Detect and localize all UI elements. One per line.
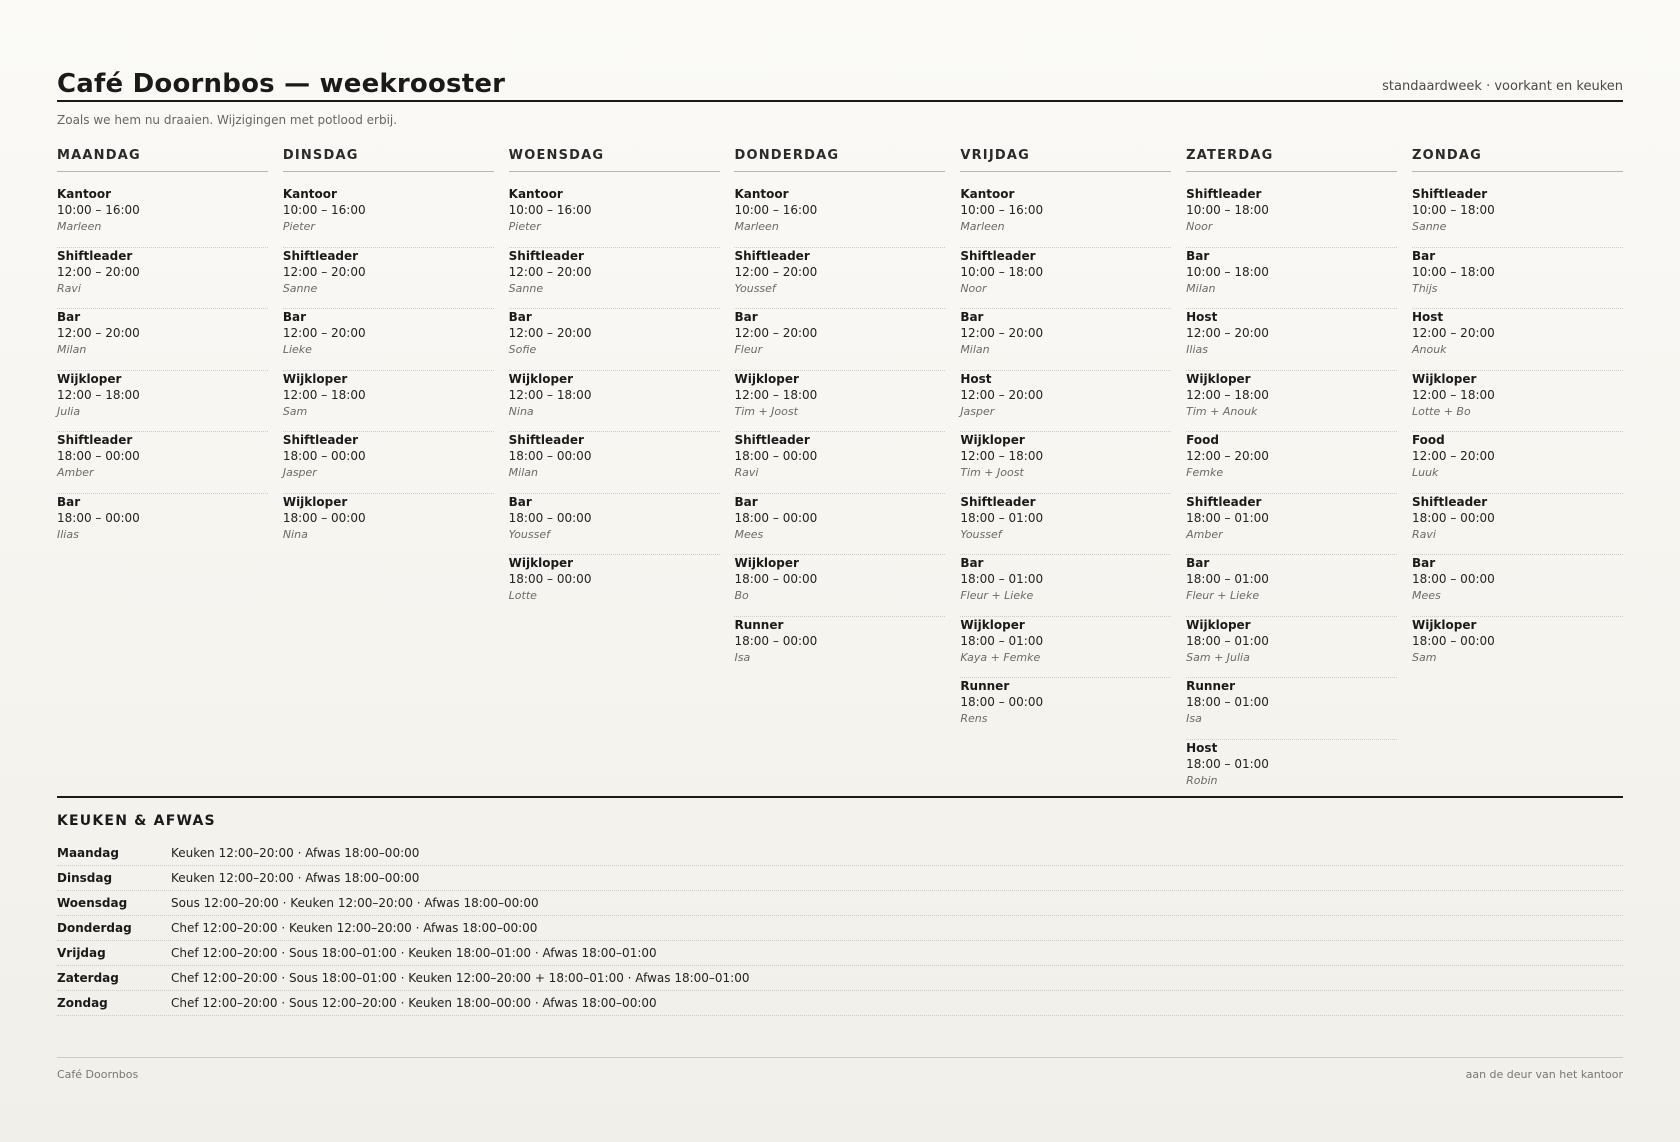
kitchen-row [57,941,1623,966]
shift-time: 12:00 – 20:00 [282,264,366,279]
shift-staff: Ilias [57,527,79,541]
footer-right: aan de deur van het kantoor [1465,1068,1623,1081]
shift-role: Wijkloper [734,371,799,386]
shift-staff: Rens [960,712,988,725]
day-name: ZATERDAG [1186,148,1397,172]
day-column [57,148,268,796]
day-name: ZONDAG [1412,148,1623,172]
shift-entry [734,494,945,556]
shift-entry [1186,617,1397,679]
shift-time: 12:00 – 18:00 [960,449,1044,463]
shift-entry [734,617,945,679]
page-footer [57,1057,1623,1081]
shift-role: Bar [282,310,306,324]
shift-role: Bar [960,556,984,570]
kitchen-shifts: Chef 12:00–20:00 · Sous 18:00–01:00 · Keuken 12:00–20:00 + 18:00–01:00 · Afwas 18:00–01:00 [171,971,750,985]
shift-role: Bar [508,310,532,324]
shift-staff: Mees [734,527,764,541]
shift-time: 10:00 – 16:00 [734,203,818,217]
shift-time: 18:00 – 00:00 [1411,572,1495,586]
shift-time: 18:00 – 00:00 [57,510,140,525]
page-subtitle: Zoals we hem nu draaien. Wijzigingen met potlood erbij. [57,113,398,127]
shift-role: Shiftleader [508,248,584,263]
shift-list [1186,186,1397,801]
kitchen-row [57,991,1623,1016]
shift-role: Bar [508,494,532,509]
shift-role: Host [1411,310,1444,324]
shift-entry [734,186,945,248]
shift-staff: Ilias [1186,343,1208,356]
shift-role: Shiftleader [734,433,810,447]
shift-staff: Lotte + Bo [1411,404,1471,418]
shift-entry [1412,186,1623,248]
shift-time: 18:00 – 01:00 [960,572,1044,586]
shift-time: 12:00 – 20:00 [960,326,1044,340]
shift-time: 18:00 – 01:00 [960,510,1044,525]
day-column [283,148,494,796]
shift-staff: Sanne [508,281,544,295]
shift-staff: Noor [1186,220,1213,233]
shift-staff: Tim + Joost [734,404,798,418]
kitchen-title: KEUKEN & AFWAS [57,813,216,829]
shift-staff: Kaya + Femke [960,650,1041,664]
shift-staff: Robin [1186,773,1218,787]
shift-entry [960,248,1171,310]
shift-time: 12:00 – 18:00 [734,387,818,402]
shift-list [1412,186,1623,678]
shift-role: Wijkloper [508,371,574,386]
shift-role: Runner [1186,679,1236,693]
kitchen-day: Zondag [57,996,108,1010]
shift-role: Shiftleader [1186,494,1262,509]
shift-time: 10:00 – 16:00 [960,203,1044,217]
shift-role: Kantoor [508,187,563,201]
shift-role: Bar [1186,556,1210,570]
shift-entry [57,248,268,310]
shift-role: Wijkloper [57,371,122,386]
day-column [1186,148,1397,796]
shift-role: Bar [734,494,758,509]
shift-entry [57,309,268,371]
shift-time: 12:00 – 18:00 [508,387,592,402]
shift-entry [960,186,1171,248]
shift-time: 12:00 – 20:00 [508,264,592,279]
shift-entry [509,309,720,371]
shift-staff: Noor [960,281,987,295]
day-name: WOENSDAG [509,148,720,172]
shift-time: 18:00 – 00:00 [734,572,818,586]
kitchen-list [57,841,1623,1016]
shift-entry [1186,740,1397,802]
shift-entry [1186,309,1397,371]
shift-entry [1186,186,1397,248]
shift-time: 18:00 – 01:00 [1186,510,1269,525]
kitchen-shifts: Keuken 12:00–20:00 · Afwas 18:00–00:00 [171,846,420,860]
shift-time: 12:00 – 18:00 [57,387,140,402]
shift-entry [734,432,945,494]
shift-entry [1412,555,1623,617]
shift-entry [509,432,720,494]
shift-time: 12:00 – 20:00 [282,326,366,340]
shift-entry [1412,494,1623,556]
shift-entry [57,371,268,433]
shift-role: Wijkloper [960,617,1025,632]
shift-time: 12:00 – 18:00 [1411,387,1495,402]
shift-entry [57,432,268,494]
shift-time: 18:00 – 01:00 [1186,633,1269,648]
shift-time: 10:00 – 18:00 [1186,203,1269,217]
shift-entry [960,678,1171,740]
week-grid [57,148,1623,796]
shift-entry [960,309,1171,371]
shift-list [57,186,268,555]
shift-role: Bar [57,310,81,324]
shift-staff: Milan [508,466,538,479]
header-rule [57,100,1623,102]
shift-list [960,186,1171,740]
shift-time: 10:00 – 18:00 [1186,264,1269,279]
kitchen-day: Vrijdag [57,946,106,960]
shift-entry [960,494,1171,556]
shift-time: 12:00 – 20:00 [960,387,1044,402]
shift-role: Shiftleader [282,248,359,263]
shift-staff: Marleen [57,220,102,233]
shift-role: Bar [57,494,81,509]
shift-staff: Mees [1411,589,1441,602]
shift-time: 18:00 – 01:00 [1186,572,1269,586]
day-name: DONDERDAG [734,148,945,172]
shift-role: Runner [734,617,784,632]
shift-staff: Lieke [282,343,312,356]
shift-time: 18:00 – 00:00 [734,510,818,525]
shift-entry [1186,432,1397,494]
shift-staff: Youssef [960,527,1002,541]
shift-entry [1412,432,1623,494]
kitchen-day: Woensdag [57,896,128,910]
shift-time: 10:00 – 16:00 [57,203,140,217]
shift-role: Shiftleader [960,248,1036,263]
shift-entry [509,494,720,556]
shift-time: 18:00 – 01:00 [1186,756,1269,771]
shift-role: Kantoor [960,187,1015,201]
shift-role: Shiftleader [734,248,810,263]
shift-entry [734,248,945,310]
shift-entry [283,432,494,494]
shift-staff: Fleur + Lieke [960,589,1034,602]
shift-time: 12:00 – 20:00 [57,264,140,279]
shift-time: 12:00 – 18:00 [282,387,366,402]
shift-staff: Youssef [734,281,776,295]
day-name: VRIJDAG [960,148,1171,172]
kitchen-shifts: Chef 12:00–20:00 · Sous 12:00–20:00 · Keuken 18:00–00:00 · Afwas 18:00–00:00 [171,996,657,1010]
shift-role: Shiftleader [1411,494,1488,509]
shift-time: 18:00 – 01:00 [1186,695,1269,709]
shift-entry [1186,248,1397,310]
shift-staff: Tim + Joost [960,466,1024,479]
shift-entry [960,617,1171,679]
shift-staff: Ravi [734,466,759,479]
shift-role: Kantoor [57,187,112,201]
shift-list [283,186,494,555]
shift-entry [283,494,494,556]
shift-time: 10:00 – 16:00 [508,203,592,217]
shift-role: Food [1186,433,1219,447]
shift-role: Host [1186,310,1218,324]
shift-entry [1186,371,1397,433]
kitchen-row [57,841,1623,866]
kitchen-shifts: Chef 12:00–20:00 · Keuken 12:00–20:00 · Afwas 18:00–00:00 [171,921,538,935]
shift-entry [734,371,945,433]
day-name: MAANDAG [57,148,268,172]
shift-role: Runner [960,679,1010,693]
shift-role: Bar [1411,556,1436,570]
shift-staff: Milan [960,343,990,356]
day-column [1412,148,1623,796]
shift-time: 18:00 – 01:00 [960,633,1044,648]
shift-staff: Anouk [1411,343,1447,356]
shift-role: Shiftleader [508,433,584,447]
shift-list [734,186,945,678]
kitchen-row [57,891,1623,916]
shift-staff: Ravi [57,281,81,295]
shift-entry [734,555,945,617]
shift-staff: Bo [734,589,749,602]
day-column [734,148,945,796]
shift-time: 12:00 – 20:00 [1186,449,1269,463]
page-title: Café Doornbos — weekrooster [57,69,506,99]
shift-role: Bar [1411,248,1436,263]
shift-time: 18:00 – 00:00 [508,449,592,463]
kitchen-day: Zaterdag [57,971,119,985]
shift-role: Wijkloper [282,371,348,386]
shift-time: 10:00 – 18:00 [1411,203,1495,217]
shift-role: Shiftleader [1411,187,1488,201]
shift-time: 18:00 – 00:00 [508,510,592,525]
shift-entry [509,186,720,248]
shift-staff: Sam + Julia [1186,650,1250,664]
shift-staff: Tim + Anouk [1186,404,1258,418]
shift-staff: Isa [1186,712,1202,725]
shift-list [509,186,720,617]
shift-role: Food [1411,433,1445,447]
shift-time: 12:00 – 20:00 [1186,326,1269,340]
shift-entry [734,309,945,371]
shift-staff: Jasper [282,466,317,479]
kitchen-day: Maandag [57,846,119,860]
shift-entry [283,309,494,371]
shift-staff: Sam [282,404,308,418]
shift-entry [57,494,268,556]
shift-time: 12:00 – 20:00 [1411,449,1495,463]
page-header [57,0,1623,100]
shift-staff: Sam [1411,650,1437,664]
shift-staff: Youssef [508,527,550,541]
shift-staff: Amber [57,466,94,479]
shift-staff: Milan [1186,281,1216,295]
kitchen-day: Donderdag [57,921,132,935]
day-name: DINSDAG [283,148,494,172]
shift-entry [283,248,494,310]
shift-staff: Nina [282,527,308,541]
shift-role: Host [1186,740,1218,755]
shift-staff: Fleur + Lieke [1186,589,1260,602]
shift-staff: Milan [57,343,87,356]
shift-entry [960,555,1171,617]
shift-role: Wijkloper [1186,371,1251,386]
shift-time: 18:00 – 00:00 [1411,510,1495,525]
shift-role: Shiftleader [57,433,133,447]
shift-staff: Luuk [1411,466,1439,479]
shift-entry [509,555,720,617]
shift-time: 18:00 – 00:00 [282,449,366,463]
kitchen-shifts: Sous 12:00–20:00 · Keuken 12:00–20:00 · Afwas 18:00–00:00 [171,896,539,910]
shift-entry [1412,371,1623,433]
shift-role: Shiftleader [57,248,133,263]
shift-time: 10:00 – 18:00 [960,264,1044,279]
shift-staff: Thijs [1411,281,1438,295]
shift-time: 12:00 – 20:00 [1411,326,1495,340]
footer-left: Café Doornbos [57,1068,139,1081]
kitchen-row [57,866,1623,891]
shift-role: Shiftleader [960,494,1036,509]
kitchen-row [57,916,1623,941]
shift-role: Shiftleader [1186,187,1262,201]
shift-entry [1186,555,1397,617]
shift-role: Wijkloper [734,556,799,570]
shift-role: Bar [960,310,984,324]
shift-role: Kantoor [282,187,337,201]
shift-staff: Marleen [960,220,1005,233]
shift-role: Wijkloper [960,433,1025,447]
shift-role: Shiftleader [282,433,359,447]
shift-staff: Marleen [734,220,779,233]
shift-staff: Ravi [1411,527,1436,541]
shift-time: 12:00 – 18:00 [1186,387,1269,402]
shift-staff: Jasper [960,404,995,418]
shift-time: 18:00 – 00:00 [1411,633,1495,648]
kitchen-shifts: Keuken 12:00–20:00 · Afwas 18:00–00:00 [171,871,420,885]
shift-role: Kantoor [734,187,789,201]
shift-entry [960,432,1171,494]
shift-role: Host [960,371,992,386]
day-column [960,148,1171,796]
shift-entry [509,371,720,433]
shift-staff: Nina [508,404,534,418]
shift-time: 18:00 – 00:00 [734,449,818,463]
kitchen-row [57,966,1623,991]
shift-time: 18:00 – 00:00 [282,510,366,525]
day-column [509,148,720,796]
shift-staff: Sofie [508,343,537,356]
shift-staff: Sanne [282,281,318,295]
shift-time: 18:00 – 00:00 [57,449,140,463]
shift-staff: Lotte [508,589,537,602]
shift-time: 10:00 – 18:00 [1411,264,1495,279]
shift-role: Wijkloper [1411,371,1477,386]
shift-entry [1186,494,1397,556]
shift-time: 12:00 – 20:00 [734,264,818,279]
shift-staff: Fleur [734,343,763,356]
shift-entry [1412,248,1623,310]
shift-entry [1412,309,1623,371]
shift-staff: Pieter [508,220,541,233]
shift-role: Wijkloper [1411,617,1477,632]
shift-entry [509,248,720,310]
shift-entry [283,186,494,248]
kitchen-day: Dinsdag [57,871,113,885]
shift-time: 18:00 – 00:00 [734,633,818,648]
shift-entry [283,371,494,433]
shift-staff: Pieter [282,220,315,233]
shift-time: 12:00 – 20:00 [57,326,140,340]
shift-entry [1186,678,1397,740]
page-meta: standaardweek · voorkant en keuken [1382,79,1623,94]
shift-role: Wijkloper [1186,617,1251,632]
shift-entry [1412,617,1623,679]
shift-entry [960,371,1171,433]
shift-role: Wijkloper [282,494,348,509]
shift-role: Bar [734,310,758,324]
shift-role: Bar [1186,248,1210,263]
shift-staff: Amber [1186,527,1223,541]
shift-staff: Sanne [1411,220,1447,233]
shift-staff: Julia [57,404,81,418]
shift-time: 12:00 – 20:00 [508,326,592,340]
shift-entry [57,186,268,248]
shift-time: 18:00 – 00:00 [508,572,592,586]
shift-staff: Isa [734,650,751,664]
shift-time: 12:00 – 20:00 [734,326,818,340]
shift-role: Wijkloper [508,556,574,570]
shift-time: 10:00 – 16:00 [282,203,366,217]
kitchen-shifts: Chef 12:00–20:00 · Sous 18:00–01:00 · Keuken 18:00–01:00 · Afwas 18:00–01:00 [171,946,657,960]
shift-time: 18:00 – 00:00 [960,695,1044,709]
shift-staff: Femke [1186,466,1224,479]
